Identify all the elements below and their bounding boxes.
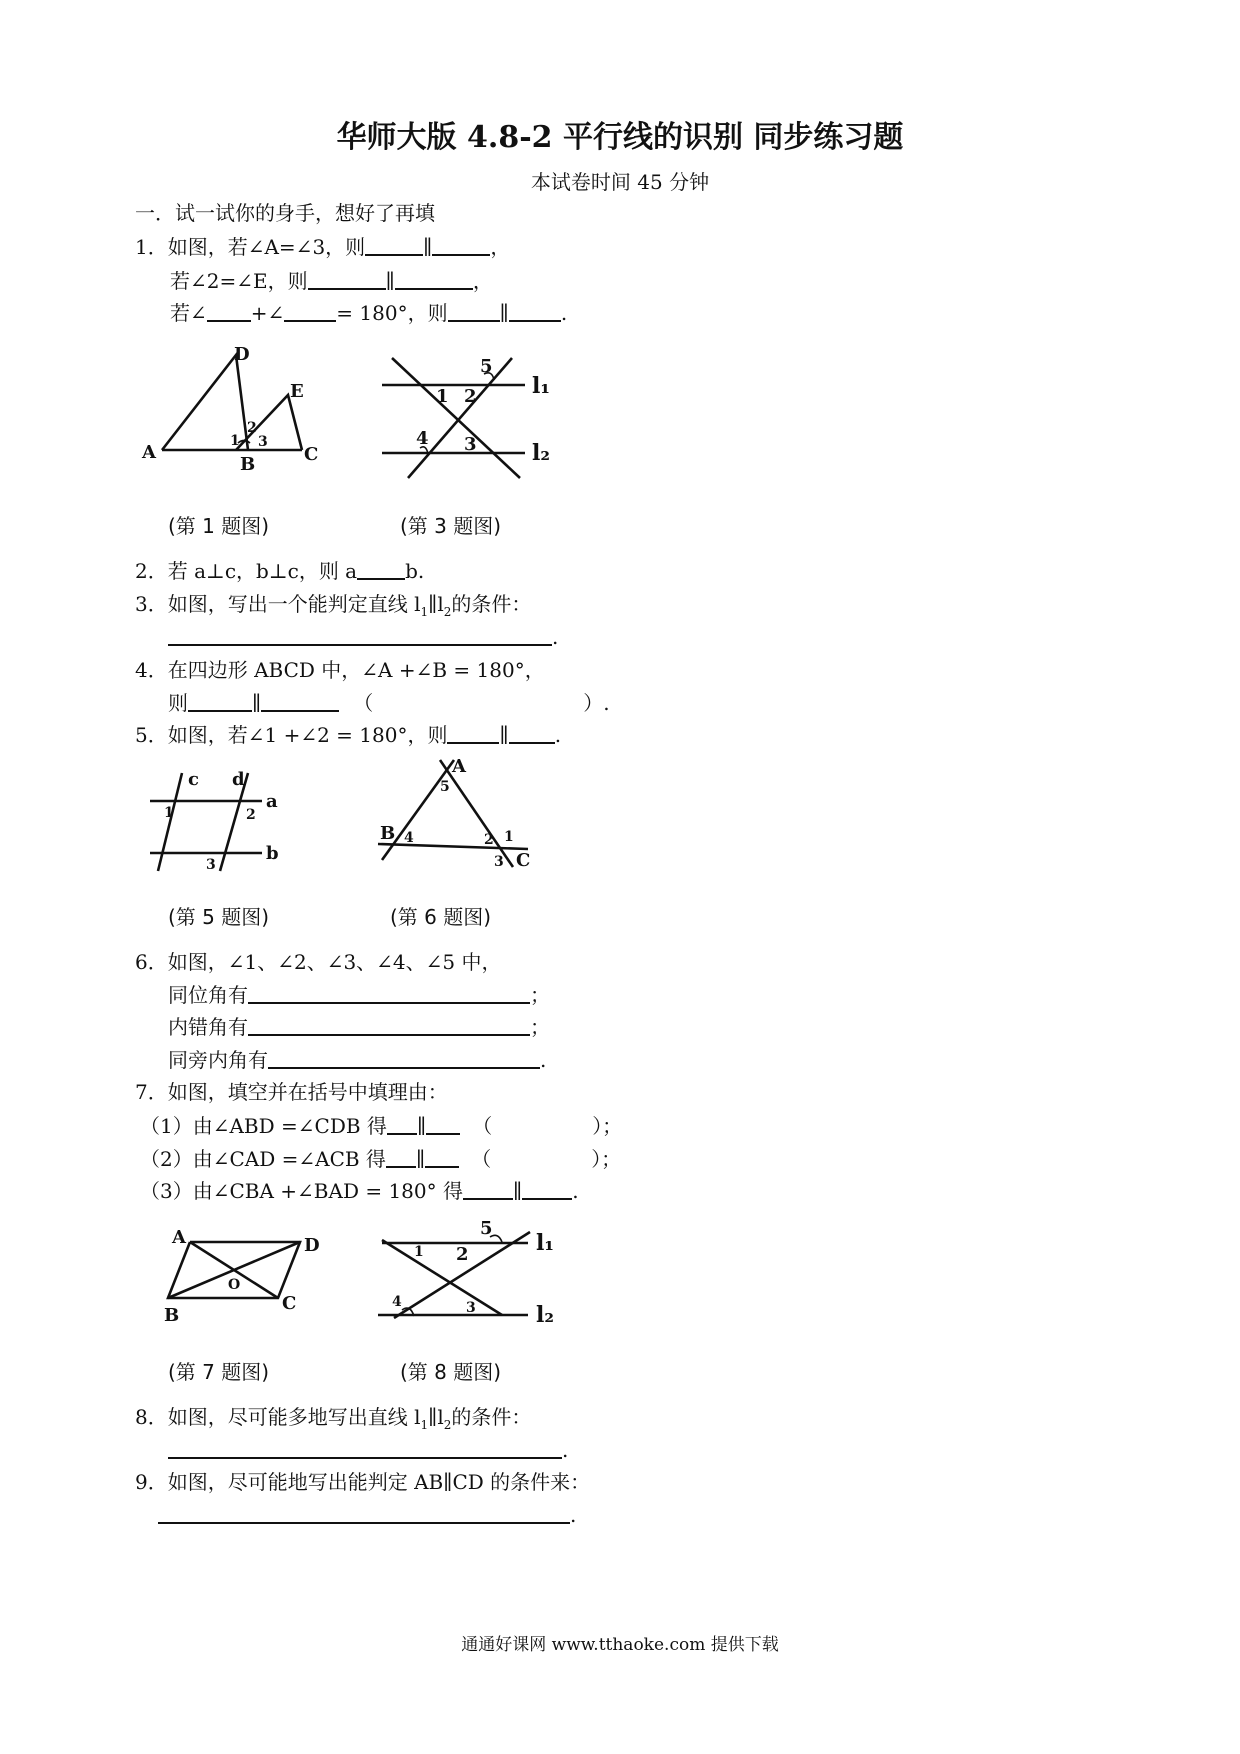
side-ac [440, 760, 513, 867]
fig3-label-4: 4 [416, 428, 429, 449]
fig1-label-e: E [290, 381, 304, 402]
answer-blank[interactable] [448, 300, 500, 322]
answer-blank[interactable] [426, 1113, 460, 1135]
fig7-label-o: O [228, 1277, 241, 1293]
answer-blank[interactable] [168, 1437, 562, 1459]
question-6-same-side: 同旁内角有 . [168, 1048, 547, 1072]
section-heading: 一．试一试你的身手，想好了再填 [135, 201, 435, 225]
answer-blank[interactable] [386, 1146, 416, 1168]
fig6-label-2: 2 [484, 832, 494, 848]
answer-blank[interactable] [432, 234, 490, 256]
answer-blank[interactable] [463, 1178, 513, 1200]
fig1-label-a: A [142, 442, 156, 463]
fig5-label-2: 2 [246, 807, 256, 823]
answer-blank[interactable] [425, 1146, 459, 1168]
answer-blank[interactable] [248, 1014, 530, 1036]
caption-figure-8: (第 8 题图) [400, 1360, 502, 1384]
fig8-label-2: 2 [456, 1244, 469, 1265]
fig5-label-c: c [188, 769, 199, 790]
answer-blank[interactable] [357, 558, 405, 580]
answer-blank[interactable] [308, 268, 386, 290]
caption-figure-1: (第 1 题图) [168, 514, 270, 538]
answer-blank[interactable] [248, 982, 530, 1004]
fig5-label-d: d [232, 769, 245, 790]
fig1-label-d: D [234, 344, 250, 365]
answer-blank[interactable] [168, 624, 552, 646]
answer-blank[interactable] [158, 1502, 570, 1524]
figure-1-diagram [140, 340, 340, 475]
fig5-label-b: b [266, 843, 279, 864]
page-footer: 通通好课网 www.tthaoke.com 提供下载 [461, 1635, 779, 1655]
fig6-label-b: B [380, 823, 396, 844]
fig1-label-1: 1 [230, 433, 240, 449]
fig8-label-5: 5 [480, 1218, 493, 1239]
figure-5-diagram [148, 765, 298, 880]
fig8-label-3: 3 [466, 1300, 476, 1316]
fig3-label-1: 1 [436, 386, 449, 407]
answer-blank[interactable] [207, 300, 251, 322]
fig1-label-2: 2 [247, 420, 257, 436]
question-1-line-3: 若∠ +∠ = 180°，则 ∥ . [170, 301, 568, 325]
fig6-label-4: 4 [404, 830, 414, 846]
answer-blank[interactable] [387, 1113, 417, 1135]
caption-figure-5: (第 5 题图) [168, 905, 270, 929]
answer-blank[interactable] [395, 268, 473, 290]
caption-figure-7: (第 7 题图) [168, 1360, 270, 1384]
question-9-answer: . [158, 1502, 576, 1528]
question-7-part-2: （2）由∠CAD =∠ACB 得 ∥ （ ）； [140, 1147, 622, 1171]
fig1-label-c: C [304, 444, 319, 465]
fig7-label-c: C [282, 1293, 297, 1314]
figure-8-diagram [378, 1220, 578, 1340]
figure-3-diagram [380, 350, 580, 485]
question-5: 5．如图，若∠1 +∠2 = 180°，则 ∥ . [135, 723, 562, 747]
question-6-alternate: 内错角有 ； [168, 1015, 550, 1039]
figure-6-diagram [378, 755, 548, 880]
fig5-label-3: 3 [206, 857, 216, 873]
answer-blank[interactable] [509, 300, 561, 322]
fig8-label-1: 1 [414, 1244, 424, 1260]
question-9: 9．如图，尽可能地写出能判定 AB∥CD 的条件来： [135, 1470, 591, 1494]
fig6-label-3: 3 [494, 854, 504, 870]
question-4-line-1: 4．在四边形 ABCD 中，∠A +∠B = 180°， [135, 658, 545, 682]
fig6-label-5: 5 [440, 779, 450, 795]
caption-figure-3: (第 3 题图) [400, 514, 502, 538]
question-1-line-2: 若∠2=∠E，则 ∥ ， [170, 269, 493, 293]
fig8-label-l2: l₂ [536, 1302, 554, 1328]
transversal [392, 358, 520, 478]
question-4-line-2: 则 ∥ （ ）. [168, 691, 610, 715]
fig3-label-2: 2 [464, 386, 477, 407]
fig7-label-b: B [164, 1305, 180, 1326]
answer-blank[interactable] [261, 690, 339, 712]
fig5-label-a: a [266, 791, 278, 812]
fig7-label-d: D [304, 1235, 320, 1256]
question-2: 2．若 a⊥c，b⊥c，则 a b. [135, 559, 425, 583]
fig6-label-1: 1 [504, 829, 514, 845]
fig1-label-b: B [240, 454, 256, 475]
question-7: 7．如图，填空并在括号中填理由： [135, 1080, 448, 1104]
question-3: 3．如图，写出一个能判定直线 $l_1\parallel l_2$的条件： [135, 592, 532, 619]
question-7-part-3: （3）由∠CBA +∠BAD = 180° 得 ∥ . [140, 1179, 579, 1203]
figure-7-diagram [160, 1225, 330, 1335]
answer-blank[interactable] [268, 1047, 540, 1069]
line-c [158, 773, 182, 871]
fig8-label-4: 4 [392, 1294, 402, 1310]
fig6-label-c: C [516, 850, 531, 871]
fig3-label-l1: l₁ [532, 373, 550, 399]
question-3-answer: . [168, 624, 558, 650]
fig8-label-l1: l₁ [536, 1230, 554, 1256]
fig1-label-3: 3 [258, 434, 268, 450]
answer-blank[interactable] [284, 300, 336, 322]
fig3-label-5: 5 [480, 356, 493, 377]
question-1-line-1: 1．如图，若∠A=∠3，则 ∥ ， [135, 235, 511, 259]
fig3-label-3: 3 [464, 434, 477, 455]
fig5-label-1: 1 [164, 805, 174, 821]
page-subtitle: 本试卷时间 45 分钟 [530, 170, 710, 194]
transversal [408, 358, 512, 478]
answer-blank[interactable] [522, 1178, 572, 1200]
fig3-label-l2: l₂ [532, 440, 550, 466]
answer-blank[interactable] [509, 722, 555, 744]
caption-figure-6: (第 6 题图) [390, 905, 492, 929]
page-title: 华师大版 4.8-2 平行线的识别 同步练习题 [336, 120, 904, 155]
fig7-label-a: A [172, 1227, 186, 1248]
answer-blank[interactable] [188, 690, 252, 712]
question-7-part-1: （1）由∠ABD =∠CDB 得 ∥ （ ）； [140, 1114, 623, 1138]
answer-blank[interactable] [365, 234, 423, 256]
fig6-label-a: A [452, 756, 466, 777]
question-6: 6．如图，∠1、∠2、∠3、∠4、∠5 中， [135, 950, 502, 974]
question-8-answer: . [168, 1437, 568, 1463]
question-8: 8．如图，尽可能多地写出直线 $l_1\parallel l_2$的条件： [135, 1405, 532, 1432]
question-6-corresponding: 同位角有 ； [168, 983, 550, 1007]
answer-blank[interactable] [447, 722, 499, 744]
